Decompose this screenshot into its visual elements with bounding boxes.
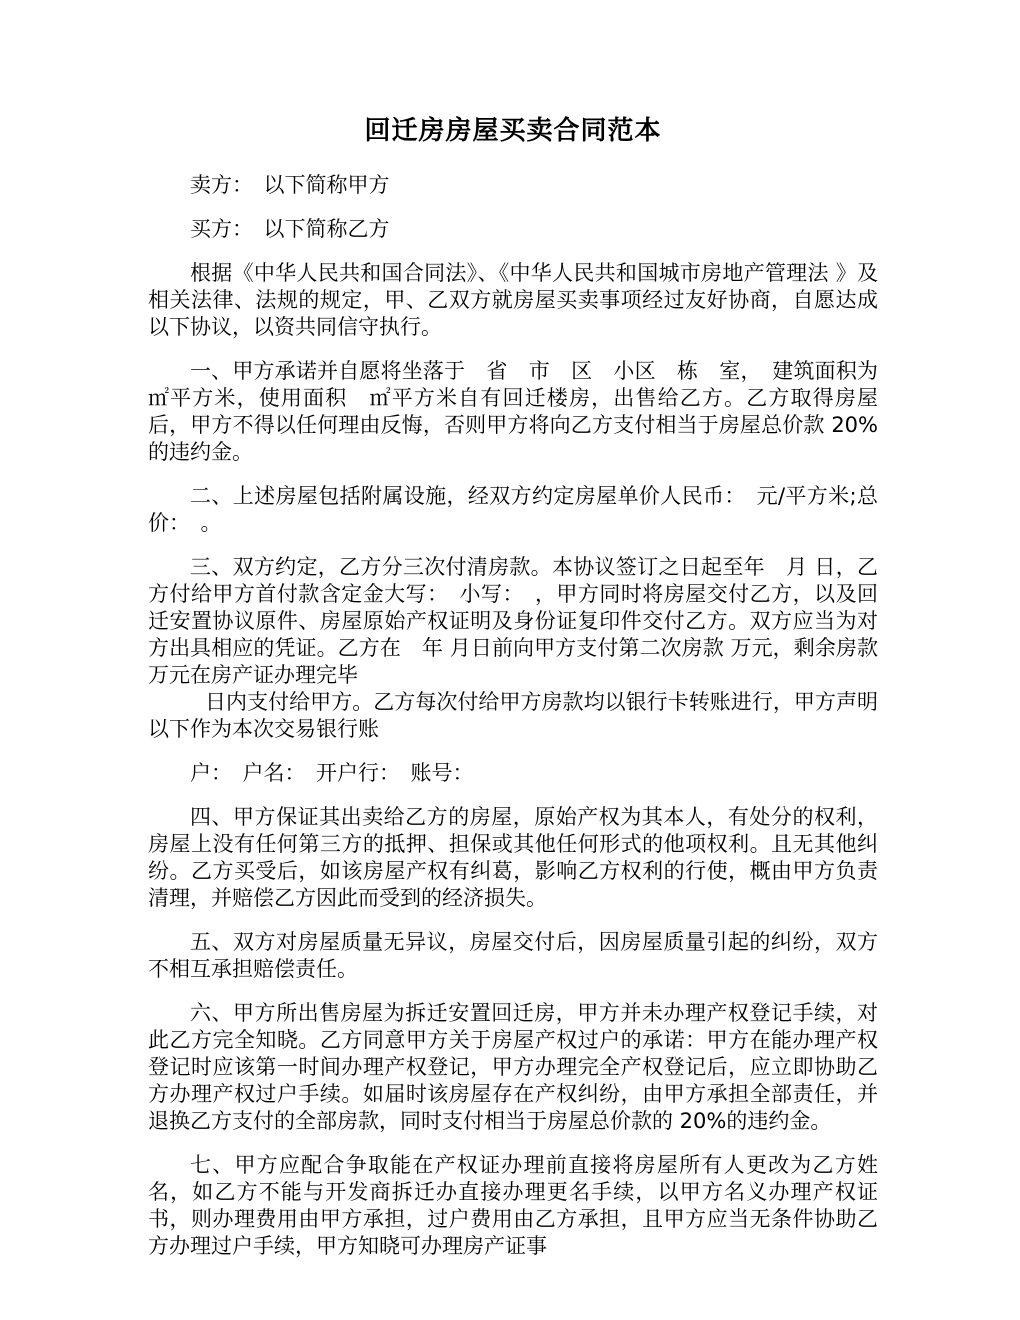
clause-7: 七、甲方应配合争取能在产权证办理前直接将房屋所有人更改为乙方姓名，如乙方不能与开发商拆迁办直接办理更名手续，以甲方名义办理产权证书，则办理费用由甲方承担，过户费用由乙方承担，且甲方应当无条件协助乙方办理过户手续，甲方知晓可办理房产证事	[148, 1153, 878, 1258]
clause-3-continued: 日内支付给甲方。乙方每次付给甲方房款均以银行卡转账进行，甲方声明以下作为本次交易银行账	[148, 690, 878, 741]
bank-account-line: 户： 户名： 开户行： 账号：	[190, 761, 474, 785]
clause-3: 三、双方约定，乙方分三次付清房款。本协议签订之日起至年 月 日，乙方付给甲方首付款含定金大写： 小写： ，甲方同时将房屋交付乙方，以及回迁安置协议原件、房屋原始产权证明及身份证复印件交付乙方。双方应当为对方出具相应的凭证。乙方在 年 月日前向甲方支付第二次房款 万元，剩余房款 万元在房产证办理完毕	[148, 555, 878, 687]
seller-line: 卖方： 以下简称甲方	[190, 173, 390, 197]
clause-6: 六、甲方所出售房屋为拆迁安置回迁房，甲方并未办理产权登记手续，对此乙方完全知晓。乙方同意甲方关于房屋产权过户的承诺：甲方在能办理产权登记时应该第一时间办理产权登记，甲方办理完全产权登记后，应立即协助乙方办理产权过户手续。如届时该房屋存在产权纠纷，由甲方承担全部责任，并退换乙方支付的全部房款，同时支付相当于房屋总价款的 20%的违约金。	[148, 1001, 878, 1133]
clause-1: 一、甲方承诺并自愿将坐落于 省 市 区 小区 栋 室， 建筑面积为 ㎡平方米，使用面积 ㎡平方米自有回迁楼房，出售给乙方。乙方取得房屋后，甲方不得以任何理由反悔，否则甲方将向乙方支付相当于房屋总价款 20%的违约金。	[148, 359, 899, 464]
preamble: 根据《中华人民共和国合同法》、《中华人民共和国城市房地产管理法 》及相关法律、法规的规定，甲、乙双方就房屋买卖事项经过友好协商，自愿达成以下协议，以资共同信守执行。	[148, 261, 878, 339]
document-title: 回迁房房屋买卖合同范本	[364, 116, 662, 146]
clause-2: 二、上述房屋包括附属设施，经双方约定房屋单价人民币： 元/平方米;总价： 。	[148, 484, 878, 535]
clause-5: 五、双方对房屋质量无异议，房屋交付后，因房屋质量引起的纠纷，双方不相互承担赔偿责任。	[148, 930, 878, 981]
buyer-line: 买方： 以下简称乙方	[190, 217, 390, 241]
document-body	[148, 172, 899, 1260]
clause-4: 四、甲方保证其出卖给乙方的房屋，原始产权为其本人，有处分的权利，房屋上没有任何第三方的抵押、担保或其他任何形式的他项权利。且无其他纠纷。乙方买受后，如该房屋产权有纠葛，影响乙方权利的行使，概由甲方负责清理，并赔偿乙方因此而受到的经济损失。	[148, 805, 878, 910]
